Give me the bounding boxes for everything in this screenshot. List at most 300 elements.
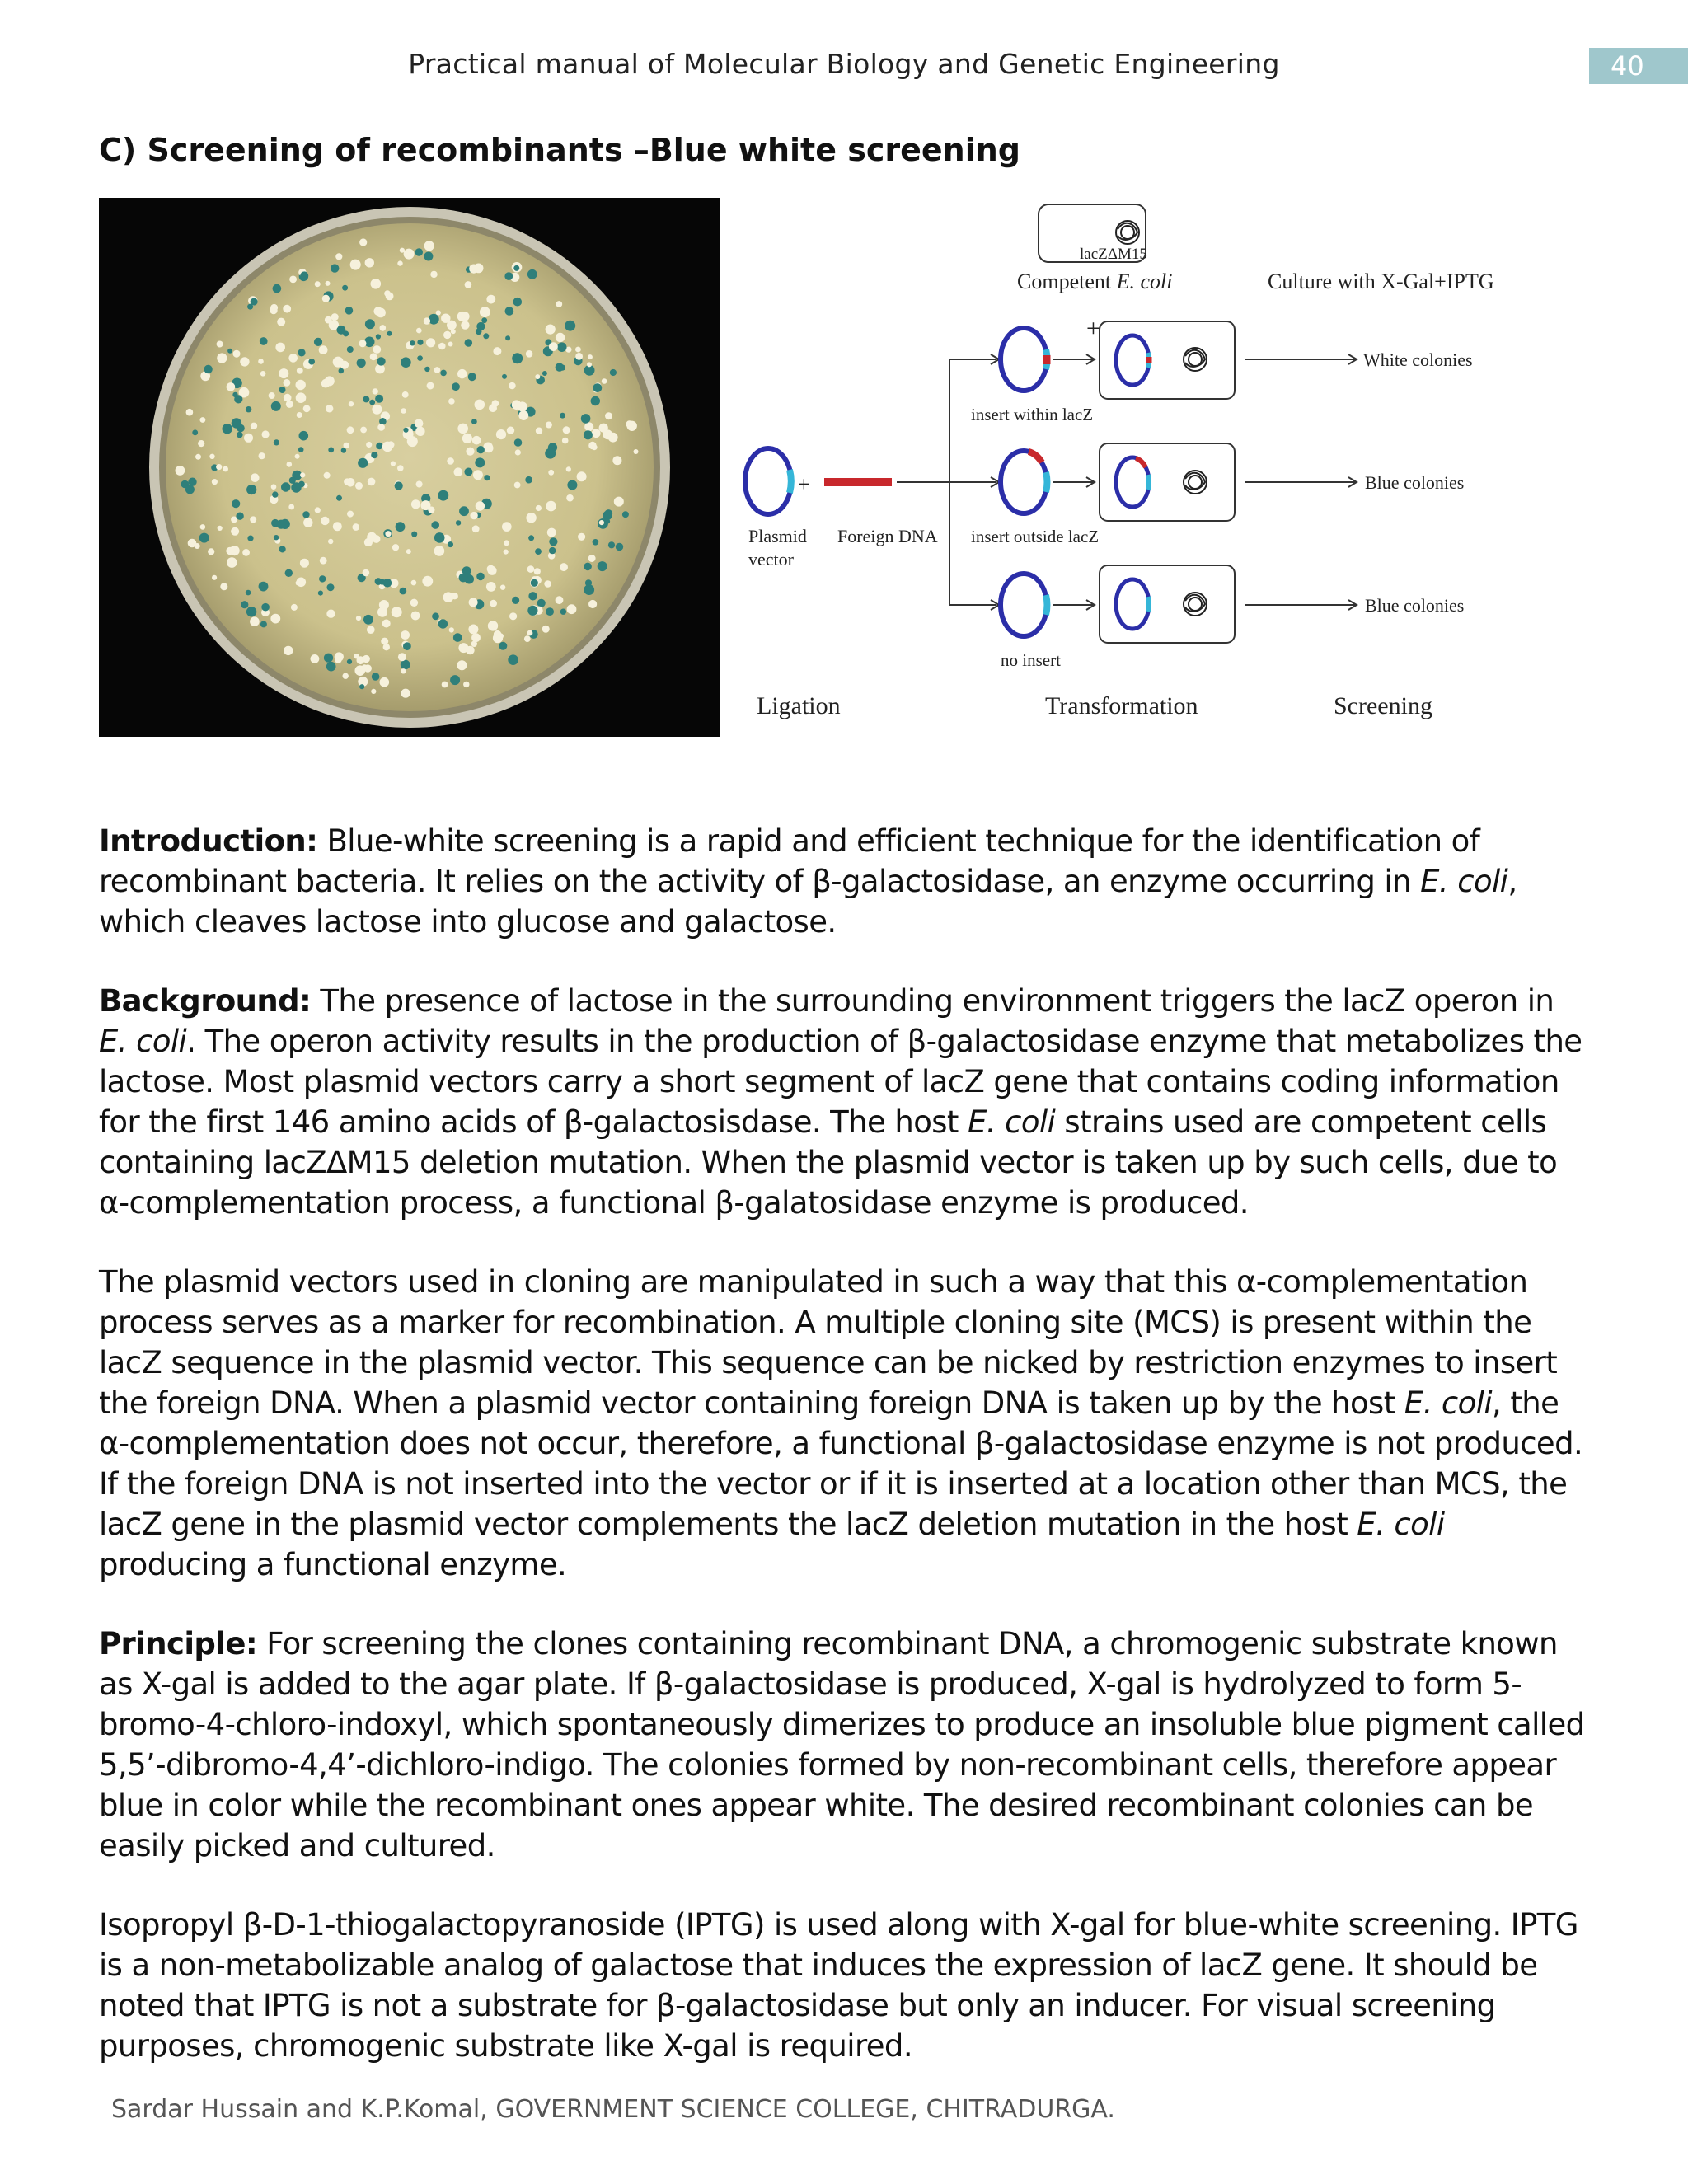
blue-colony [246, 607, 256, 616]
blue-colony [410, 340, 415, 345]
white-colony [250, 616, 260, 626]
agar-surface [166, 223, 654, 711]
white-colony [217, 341, 223, 348]
blue-colony [542, 371, 547, 376]
blue-colony [241, 601, 248, 608]
blue-colony [481, 317, 487, 323]
white-colony [438, 343, 446, 350]
white-colony [376, 308, 386, 318]
blue-colony [513, 265, 519, 271]
white-colony [457, 660, 467, 670]
white-colony [373, 345, 381, 354]
blue-colony [593, 539, 599, 546]
white-colony [384, 290, 391, 297]
white-colony [176, 466, 185, 476]
white-colony [356, 616, 361, 621]
blue-colony [417, 355, 423, 361]
blue-colony [477, 446, 485, 453]
white-colony [240, 357, 249, 366]
blue-colony [291, 482, 301, 492]
blue-colony [318, 591, 323, 596]
white-colony [366, 442, 372, 448]
blue-colony [331, 264, 339, 272]
white-colony [346, 478, 355, 487]
white-colony [465, 281, 472, 288]
white-colony [354, 654, 359, 658]
plasmid-no-insert [1001, 574, 1047, 636]
blue-colony [363, 615, 373, 625]
blue-colony [324, 654, 333, 663]
white-colony [489, 404, 497, 412]
white-colony [296, 380, 306, 390]
white-colony [443, 592, 454, 602]
white-colony [528, 565, 535, 573]
white-colony [401, 408, 406, 414]
white-colony [209, 454, 214, 459]
white-colony [411, 612, 420, 621]
body-text [99, 821, 1589, 2105]
blue-colony [371, 452, 377, 458]
white-colony [382, 442, 393, 452]
white-colony [612, 456, 621, 465]
white-colony [326, 610, 335, 618]
white-colony [402, 391, 409, 398]
blue-colony [434, 532, 445, 543]
white-colony [397, 260, 402, 265]
white-colony [326, 405, 333, 412]
blue-colony [358, 458, 368, 468]
white-colony [416, 328, 422, 334]
white-colonies-label: White colonies [1363, 349, 1473, 370]
plasmid-label-2: vector [748, 549, 794, 569]
blue-colony [232, 499, 240, 508]
white-colony [406, 549, 411, 554]
blue-colony [401, 357, 411, 368]
white-colony [493, 633, 503, 643]
running-header: Practical manual of Molecular Biology and Genetic Engineering [408, 48, 1280, 80]
insert-outside-label: insert outside lacZ [971, 527, 1100, 546]
culture-label: Culture with X-Gal+IPTG [1268, 269, 1494, 293]
plasmid-insert-outside [1001, 451, 1047, 513]
white-colony [385, 531, 391, 537]
white-colony [443, 331, 451, 339]
white-colony [480, 307, 490, 317]
blue-colony [456, 520, 461, 525]
white-colony [223, 466, 228, 472]
white-colony [602, 378, 607, 384]
white-colony [367, 626, 375, 634]
white-colony [200, 417, 206, 423]
blue-colony [513, 298, 523, 307]
blue-colony [300, 271, 308, 279]
blue-colony [273, 284, 282, 293]
blue-colony [528, 269, 537, 279]
white-colony [325, 316, 332, 324]
chromosome-icon-3 [1184, 593, 1207, 616]
white-colony [546, 325, 556, 335]
blue-colony [274, 439, 279, 445]
blue-colony [236, 513, 243, 520]
white-colony [391, 462, 396, 466]
blue-colony [339, 368, 345, 374]
blue-colony [476, 329, 482, 335]
blue-colony [514, 438, 523, 447]
white-colony [578, 533, 585, 541]
plus-sign-left: + [798, 472, 810, 496]
white-colony [208, 548, 214, 555]
blue-colony [298, 447, 304, 452]
blue-colony [299, 431, 309, 441]
white-colony [242, 549, 250, 556]
principle-paragraph: Principle: For screening the clones containing recombinant DNA, a chromogenic substrate known as X-gal is added to the agar plate. If β-galactosidase is produced, X-gal is hydrolyzed to form 5-bromo-4-chloro-indoxyl, which spontaneously dimerizes to produce an insoluble blue pigment called 5,5’-dibromo-4,4’-dichloro-indigo. The colonies formed by non-recombinant cells, therefore appear blue in color while the recombinant ones appear white. The desired recombinant colonies can be easily picked and cultured. [99, 1626, 1585, 1863]
white-colony [469, 598, 478, 607]
blue-colony [357, 359, 366, 368]
white-colony [442, 682, 448, 688]
white-colony [473, 470, 483, 480]
blue-colony [188, 478, 196, 486]
white-colony [195, 454, 201, 460]
white-colony [496, 429, 506, 439]
white-colony [421, 500, 431, 510]
white-colony [401, 668, 406, 673]
blue-colony [227, 349, 232, 354]
white-colony [220, 583, 227, 590]
white-colony [424, 241, 434, 251]
blue-colony [204, 365, 212, 373]
blue-colony [591, 396, 600, 405]
blue-colony [192, 429, 198, 435]
white-colony [392, 607, 402, 617]
blue-colony [401, 660, 410, 670]
blue-colony [616, 543, 623, 551]
white-colony [509, 612, 517, 620]
step-ligation: Ligation [757, 692, 841, 719]
step-transformation: Transformation [1045, 692, 1198, 719]
blue-colony [528, 592, 537, 600]
white-colony [259, 452, 265, 459]
blue-colony [375, 578, 382, 585]
blue-colony [383, 579, 392, 588]
blue-colony [567, 480, 577, 490]
white-colony [436, 310, 441, 315]
blue-colony [505, 307, 514, 316]
white-colony [364, 538, 373, 546]
white-colony [422, 576, 433, 587]
white-colony [362, 664, 368, 670]
petri-plate-image [99, 198, 720, 737]
white-colony [333, 522, 342, 531]
blue-colony [272, 491, 278, 497]
section-heading: C) Screening of recombinants –Blue white screening [99, 132, 1020, 168]
white-colony [320, 557, 327, 565]
blue-colony [584, 563, 592, 571]
blue-colony [605, 519, 610, 524]
blue-colony [271, 401, 281, 411]
white-colony [457, 424, 468, 434]
blue-colony [285, 569, 293, 577]
white-colony [605, 412, 612, 419]
blue-colony [438, 490, 448, 501]
white-colony [514, 482, 521, 489]
blue-colony [484, 475, 490, 480]
white-colony [588, 442, 596, 449]
white-colony [230, 546, 240, 555]
blue-colony [396, 522, 406, 532]
plasmid-label-1: Plasmid [748, 526, 807, 546]
blue-colony [438, 619, 448, 628]
blue-colony [411, 532, 417, 537]
white-colony [634, 449, 639, 454]
white-colony [303, 405, 311, 412]
blue-colony [508, 654, 518, 665]
blue-colony [424, 367, 429, 372]
white-colony [426, 338, 435, 347]
blue-colony [400, 588, 407, 595]
blue-colony [185, 485, 195, 494]
white-colony [297, 368, 303, 374]
white-colony [363, 569, 370, 577]
white-colony [535, 374, 540, 379]
white-colony [284, 379, 291, 387]
white-colony [287, 462, 293, 467]
plus-sign-top: + [1086, 315, 1100, 342]
blue-colony [372, 673, 380, 681]
white-colony [335, 253, 342, 260]
blue-colony [610, 369, 617, 376]
white-colony [250, 516, 256, 523]
white-colony [321, 517, 329, 525]
blue-colony [545, 448, 556, 459]
white-colony [331, 322, 338, 329]
white-colony [372, 405, 382, 415]
blue-colony [598, 561, 607, 571]
white-colony [397, 465, 404, 471]
white-colony [472, 436, 481, 445]
blue-colony [560, 413, 565, 419]
white-colony [343, 673, 349, 679]
white-colony [504, 550, 509, 555]
background-paragraph: Background: The presence of lactose in the surrounding environment triggers the lacZ operon in E. coli. The operon activity results in the production of β-galactosidase enzyme that metabolizes the lactose. Most plasmid vectors carry a short segment of lacZ gene that contains coding information for the first 146 amino acids of β-galactosisdase. The host E. coli strains used are competent cells containing lacZΔM15 deletion mutation. When the plasmid vector is taken up by such cells, due to α-complementation process, a functional β-galatosidase enzyme is produced. [99, 983, 1582, 1221]
white-colony [284, 394, 292, 402]
white-colony [454, 467, 463, 476]
white-colony [434, 546, 445, 556]
white-colony [577, 471, 587, 481]
blue-colony [308, 359, 315, 365]
white-colony [493, 347, 501, 355]
blue-colony [319, 575, 326, 582]
blue-colony [298, 349, 305, 356]
white-colony [515, 449, 521, 455]
white-colony [411, 499, 420, 509]
white-colony [518, 401, 528, 411]
white-colony [371, 279, 382, 289]
blue-colony [403, 428, 408, 433]
white-colony [392, 544, 399, 551]
white-colony [269, 392, 275, 399]
blue-colony [453, 633, 462, 642]
blue-colony [247, 304, 253, 310]
blue-colony [343, 330, 349, 336]
blue-colony [279, 387, 286, 393]
blue-colony [465, 339, 473, 347]
step-screening: Screening [1334, 692, 1432, 719]
white-colony [584, 422, 593, 431]
white-colony [407, 436, 418, 447]
iptg-paragraph: Isopropyl β-D-1-thiogalactopyranoside (IPTG) is used along with X-gal for blue-white screening. IPTG is a non-metabolizable analog of galactose that induces the expression of lacZ gene. It should be noted that IPTG is not a substrate for β-galactosidase but only an inducer. For visual screening purposes, chromogenic substrate like X-gal is required. [99, 1907, 1578, 2064]
white-colony [300, 559, 309, 568]
blue-colony [403, 642, 411, 650]
blue-colony [512, 353, 523, 363]
white-colony [325, 376, 335, 386]
white-colony [297, 412, 302, 418]
white-colony [415, 419, 424, 429]
white-colony [212, 479, 218, 485]
white-colony [284, 646, 293, 655]
white-colony [227, 382, 236, 391]
white-colony [500, 585, 505, 590]
white-colony [186, 409, 194, 416]
white-colony [227, 557, 237, 568]
white-colony [410, 599, 418, 607]
white-colony [365, 258, 374, 267]
white-colony [441, 314, 450, 323]
white-colony [198, 440, 204, 447]
white-colony [258, 359, 264, 364]
white-colony [518, 410, 528, 420]
white-colony [536, 428, 542, 434]
blue-colony [528, 535, 534, 541]
white-colony [300, 472, 305, 477]
white-colony [448, 342, 453, 347]
blue-colony [261, 603, 270, 612]
mcs-paragraph: The plasmid vectors used in cloning are manipulated in such a way that this α-complementation process serves as a marker for recombination. A multiple cloning site (MCS) is present within the lacZ sequence in the plasmid vector. This sequence can be nicked by restriction enzymes to insert the foreign DNA. When a plasmid vector containing foreign DNA is taken up by the host E. coli, the α-complementation does not occur, therefore, a functional β-galactosidase enzyme is not produced. If the foreign DNA is not inserted into the vector or if it is inserted at a location other than MCS, the lacZ gene in the plasmid vector complements the lacZ deletion mutation in the host E. coli producing a functional enzyme. [99, 1264, 1583, 1582]
white-colony [315, 507, 321, 513]
insert-within-label: insert within lacZ [971, 405, 1094, 424]
blue-colony [505, 335, 510, 340]
white-colony [331, 313, 339, 321]
blue-colony [247, 536, 253, 541]
blue-colony [341, 448, 346, 452]
blue-colony [593, 383, 602, 392]
white-colony [373, 388, 378, 394]
white-colony [347, 511, 354, 518]
blue-colony [608, 541, 615, 548]
white-colony [401, 630, 410, 640]
blue-colony [281, 482, 290, 491]
blue-colony [363, 396, 369, 402]
introduction-paragraph: Introduction: Blue-white screening is a rapid and efficient technique for the identification of recombinant bacteria. It relies on the activity of β-galactosidase, an enzyme occurring in E. coli, which cleaves lactose into glucose and galactose. [99, 823, 1517, 940]
blue-colony [259, 582, 269, 592]
white-colony [556, 333, 565, 342]
blue-colony [512, 597, 519, 604]
white-colony [322, 295, 330, 302]
blue-colony [622, 511, 629, 518]
white-colony [371, 689, 376, 694]
white-colony [289, 276, 297, 284]
white-colony [546, 422, 552, 429]
cell-box-2 [1100, 443, 1235, 521]
white-colony [283, 305, 291, 313]
blue-colony [549, 537, 557, 546]
white-colony [303, 518, 312, 527]
blue-colony [359, 684, 364, 689]
white-colony [490, 600, 497, 607]
white-colony [380, 325, 387, 331]
blue-colony [274, 535, 279, 540]
white-colony [353, 523, 360, 531]
white-colony [324, 472, 331, 479]
blue-colony [448, 541, 453, 547]
chromosome-icon-2 [1184, 471, 1207, 494]
white-colony [430, 271, 437, 278]
white-colony [377, 424, 385, 431]
blue-colony [432, 612, 439, 620]
white-colony [233, 350, 241, 358]
white-colony [484, 443, 493, 452]
white-colony [466, 448, 474, 456]
white-colony [486, 582, 496, 592]
white-colony [188, 539, 197, 548]
white-colony [488, 566, 497, 575]
blue-colony [424, 252, 433, 261]
white-colony [468, 625, 478, 635]
white-colony [279, 368, 288, 378]
blue-colony [557, 342, 567, 352]
blue-colony [387, 331, 392, 336]
white-colony [614, 497, 624, 507]
blue-colony [502, 374, 507, 379]
blue-colony [417, 340, 423, 345]
white-colony [507, 427, 514, 434]
white-colony [359, 238, 367, 246]
white-colony [212, 575, 217, 580]
blue-colony [328, 448, 334, 453]
white-colony [424, 317, 430, 324]
white-colony [470, 512, 477, 519]
white-colony [556, 596, 564, 604]
blue-colony [199, 533, 209, 543]
blue-colony [336, 495, 342, 501]
blue-colony [237, 432, 243, 438]
blue-colony [476, 573, 485, 581]
white-colony [427, 382, 434, 390]
white-colony [231, 527, 239, 536]
white-colony [486, 295, 495, 304]
blue-colony [279, 546, 286, 552]
blue-colony [468, 373, 476, 381]
blue-colony [504, 272, 513, 280]
white-colony [488, 621, 498, 630]
blue-colony [537, 599, 546, 607]
white-colony [544, 580, 551, 588]
white-colony [563, 426, 570, 434]
white-colony [350, 260, 361, 270]
blue-colony [365, 319, 375, 329]
white-colony [326, 281, 331, 286]
blue-colony [376, 334, 381, 339]
white-colony [291, 604, 298, 611]
white-colony [461, 321, 469, 329]
cell-box-3 [1100, 565, 1235, 643]
white-colony [288, 504, 294, 510]
white-colony [587, 362, 592, 367]
blue-colony [327, 583, 335, 591]
blue-colony [581, 414, 591, 424]
white-colony [296, 392, 307, 403]
white-colony [295, 454, 300, 459]
white-colony [549, 342, 558, 351]
competent-ecoli-label: Competent E. coli [1017, 269, 1173, 293]
